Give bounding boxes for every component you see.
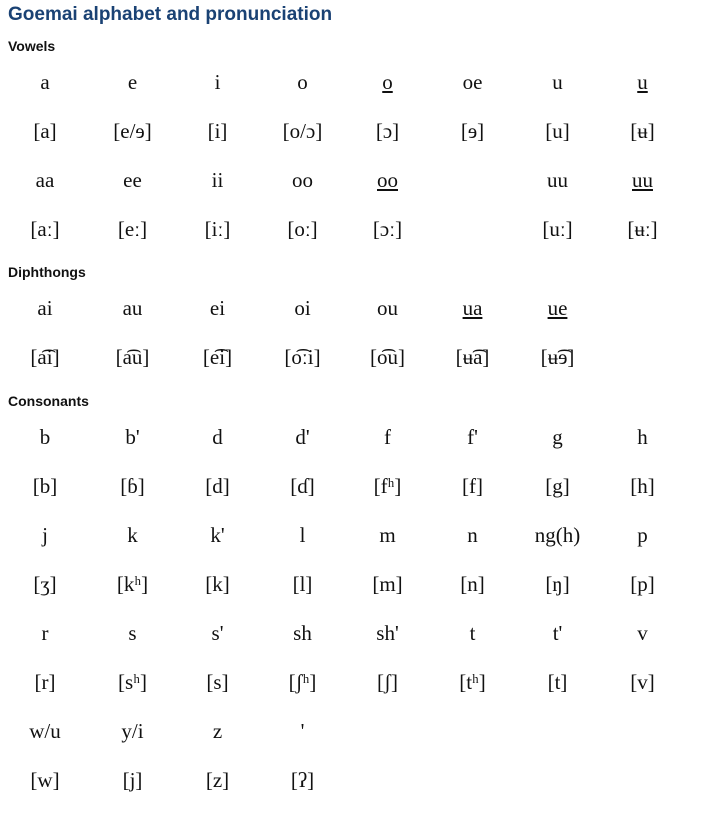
letter-cell: t [469,621,476,645]
ipa-cell: [e͡i] [202,345,233,369]
letter-cell: u [637,70,648,94]
ipa-cell [515,756,600,805]
ipa-cell: [o/ɔ] [282,119,323,143]
ipa-cell: [ŋ] [545,572,570,596]
letter-cell: au [122,296,143,320]
letter-cell: s' [211,621,224,645]
ipa-cell: [e/ɘ] [113,119,152,143]
letter-cell: g [552,425,563,449]
ipa-cell: [b] [32,474,58,498]
letter-cell: d [212,425,223,449]
letter-cell: p [637,523,648,547]
ipa-cell [430,205,515,254]
consonants-table [0,413,685,805]
letter-cell: o [382,70,393,94]
ipa-cell: [ɗ] [290,474,315,498]
diphthongs-heading: Diphthongs [8,264,86,280]
ipa-cell: [ɔ] [375,119,400,143]
letter-cell: s [128,621,137,645]
ipa-cell: [a] [33,119,57,143]
table-row [0,413,685,462]
ipa-cell: [ʔ] [290,768,315,792]
letter-cell: t' [552,621,563,645]
letter-cell: ii [211,168,224,192]
table-row [0,560,685,609]
ipa-cell: [ʃʰ] [288,670,317,694]
letter-cell: y/i [121,719,144,743]
table-row [0,333,685,382]
ipa-cell [430,756,515,805]
table-row [0,756,685,805]
ipa-cell: [g] [545,474,570,498]
ipa-cell: [iː] [204,217,231,241]
ipa-cell: [fʰ] [373,474,402,498]
ipa-cell: [f] [462,474,483,498]
table-row [0,511,685,560]
diphthongs-table [0,284,685,382]
ipa-cell: [aː] [30,217,60,241]
letter-cell: oi [294,296,311,320]
letter-cell: aa [35,168,55,192]
letter-cell: k' [210,523,225,547]
ipa-cell [600,333,685,382]
ipa-cell: [ɔː] [372,217,403,241]
ipa-cell: [uː] [542,217,573,241]
letter-cell: u [552,70,563,94]
letter-cell: sh [293,621,312,645]
letter-cell: ee [123,168,142,192]
letter-cell: ai [37,296,53,320]
letter-cell [345,707,430,756]
ipa-cell: [u] [545,119,570,143]
letter-cell: sh' [376,621,399,645]
table-row [0,107,685,156]
table-row [0,156,685,205]
table-row [0,609,685,658]
ipa-cell: [z] [205,768,230,792]
letter-cell: ' [300,719,305,743]
ipa-cell: [oː] [287,217,318,241]
ipa-cell: [n] [460,572,485,596]
ipa-cell [345,756,430,805]
page-title: Goemai alphabet and pronunciation [8,4,333,25]
letter-cell [600,284,685,333]
letter-cell: e [127,70,138,94]
ipa-cell: [ɓ] [120,474,145,498]
letter-cell [600,707,685,756]
ipa-cell: [ʉ] [630,119,655,143]
ipa-cell: [ʉ͡a] [455,345,490,369]
letter-cell: oo [292,168,313,192]
ipa-cell: [kʰ] [116,572,149,596]
ipa-cell: [t] [547,670,568,694]
letter-cell: f' [467,425,478,449]
ipa-cell: [j] [122,768,143,792]
letter-cell: m [379,523,396,547]
ipa-cell: [l] [292,572,313,596]
letter-cell: l [299,523,306,547]
letter-cell [430,707,515,756]
ipa-cell: [h] [630,474,655,498]
table-row [0,284,685,333]
letter-cell: b' [125,425,140,449]
letter-cell: o [297,70,308,94]
letter-cell: uu [547,168,568,192]
letter-cell: a [40,70,50,94]
ipa-cell: [ɘ] [460,119,485,143]
ipa-cell: [v] [630,670,655,694]
ipa-cell: [m] [372,572,403,596]
letter-cell: i [214,70,221,94]
ipa-cell: [ʉː] [627,217,658,241]
letter-cell: j [42,523,48,547]
letter-cell: w/u [29,719,61,743]
ipa-cell: [d] [205,474,230,498]
letter-cell: ou [377,296,398,320]
ipa-cell: [k] [205,572,230,596]
letter-cell: z [212,719,223,743]
letter-cell: oe [462,70,483,94]
table-row [0,658,685,707]
ipa-cell: [a͡u] [115,345,150,369]
letter-cell: f [384,425,391,449]
letter-cell: d' [295,425,310,449]
letter-cell: b [39,425,51,449]
ipa-cell: [ʉ͡ɘ] [540,345,575,369]
letter-cell [515,707,600,756]
ipa-cell [600,756,685,805]
table-row [0,462,685,511]
letter-cell: n [467,523,478,547]
ipa-cell: [ʃ] [377,670,398,694]
ipa-cell: [p] [630,572,655,596]
letter-cell: v [637,621,648,645]
letter-cell: k [127,523,138,547]
vowels-table [0,58,685,254]
table-row [0,707,685,756]
letter-cell: ng(h) [534,523,581,547]
ipa-cell: [ʒ] [33,572,57,596]
letter-cell: r [41,621,49,645]
ipa-cell: [o͡u] [370,345,405,369]
ipa-cell: [s] [206,670,229,694]
letter-cell [430,156,515,205]
ipa-cell: [w] [30,768,60,792]
letter-cell: ue [547,296,568,320]
table-row [0,58,685,107]
ipa-cell: [sʰ] [118,670,147,694]
table-row [0,205,685,254]
ipa-cell: [r] [34,670,56,694]
letter-cell: uu [632,168,653,192]
ipa-cell: [tʰ] [459,670,486,694]
ipa-cell: [o͡ːi] [284,345,321,369]
ipa-cell: [i] [207,119,228,143]
letter-cell: ua [462,296,483,320]
ipa-cell: [a͡i] [30,345,60,369]
letter-cell: ei [209,296,226,320]
consonants-heading: Consonants [8,393,89,409]
ipa-cell: [eː] [117,217,148,241]
vowels-heading: Vowels [8,38,56,54]
letter-cell: h [637,425,648,449]
letter-cell: oo [377,168,398,192]
